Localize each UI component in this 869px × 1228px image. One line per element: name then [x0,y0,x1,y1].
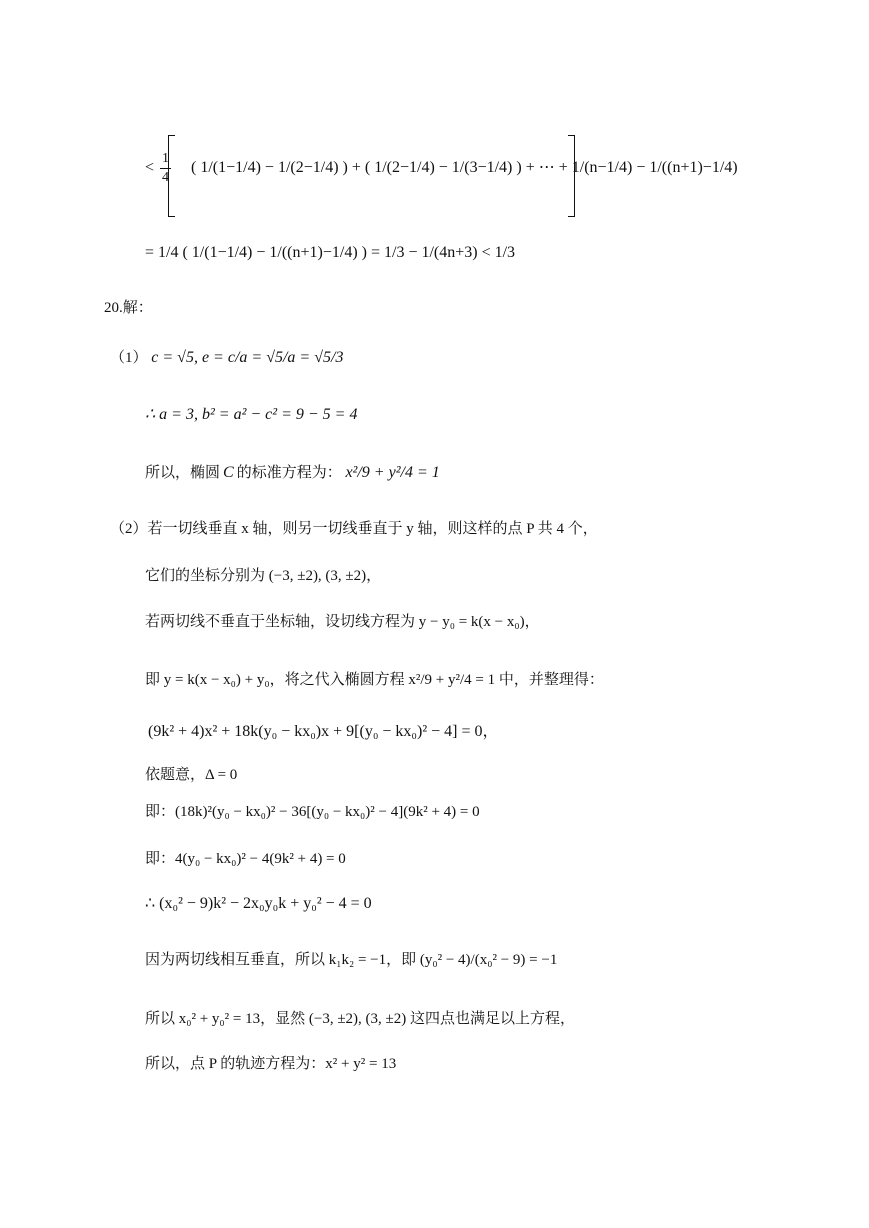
part-1-label: （1） [110,350,148,366]
continuation-line-1 [145,150,738,187]
part-2-line-7: 即：(18k)²(y₀ − kx₀)² − 36[(y₀ − kx₀)² − 4](9k² + 4) = 0 [145,804,480,820]
part-2-line-9: ∴ (x₀² − 9)k² − 2x₀y₀k + y₀² − 4 = 0 [145,895,372,912]
telescoping-sum: ( 1/(1−1/4) − 1/(2−1/4) ) + ( 1/(2−1/4) − 1/(3−1/4) ) + ⋯ + 1/(n−1/4) − 1/((n+1)−1/4) [191,159,738,177]
right-square-bracket [568,135,575,217]
part-2-line-10: 因为两切线相互垂直，所以 k₁k₂ = −1，即 (y₀² − 4)/(x₀² − 9) = −1 [145,952,558,968]
part-1-line-2: ∴ a = 3, b² = a² − c² = 9 − 5 = 4 [145,406,358,423]
ellipse-variable-c: C [223,464,234,481]
part-2-line-1: （2）若一切线垂直 x 轴，则另一切线垂直于 y 轴，则这样的点 P 共 4 个， [110,521,598,537]
part-2-line-11: 所以 x₀² + y₀² = 13，显然 (−3, ±2), (3, ±2) 这四点也满足以上方程， [145,1011,576,1027]
part-2-line-4: 即 y = k(x − x₀) + y₀，将之代入椭圆方程 x²/9 + y²/4 = 1 中，并整理得： [145,672,604,688]
part-2-line-8: 即：4(y₀ − kx₀)² − 4(9k² + 4) = 0 [145,851,346,867]
coef-fraction: $\frac{1}{4}$ [162,151,170,185]
left-square-bracket [168,135,175,217]
part-2-line-5: (9k² + 4)x² + 18k(y₀ − kx₀)x + 9[(y₀ − kx₀)² − 4] = 0， [148,723,499,740]
ellipse-standard-equation: x²/9 + y²/4 = 1 [345,464,440,481]
continuation-line-2: = 1/4 ( 1/(1−1/4) − 1/((n+1)−1/4) ) = 1/3 − 1/(4n+3) < 1/3 [145,244,516,261]
part-2-line-12: 所以，点 P 的轨迹方程为：x² + y² = 13 [145,1056,397,1072]
part-2-line-2: 它们的坐标分别为 (−3, ±2), (3, ±2)， [145,568,382,584]
part-2-line-3: 若两切线不垂直于坐标轴，设切线方程为 y − y₀ = k(x − x₀)， [145,614,540,630]
less-than-sign: < [145,159,155,177]
question-20-heading: 20.解： [104,300,153,316]
part-2-label: （2） [110,521,148,537]
part-1-line-1 [110,347,343,369]
part-1-line-3: 所以，椭圆 C 的标准方程为： x²/9 + y²/4 = 1 [145,464,440,481]
part-2-line-6: 依题意，Δ = 0 [145,767,238,783]
eccentricity-equation: c = √5, e = c/a = √5/a = √5/3 [151,349,344,366]
